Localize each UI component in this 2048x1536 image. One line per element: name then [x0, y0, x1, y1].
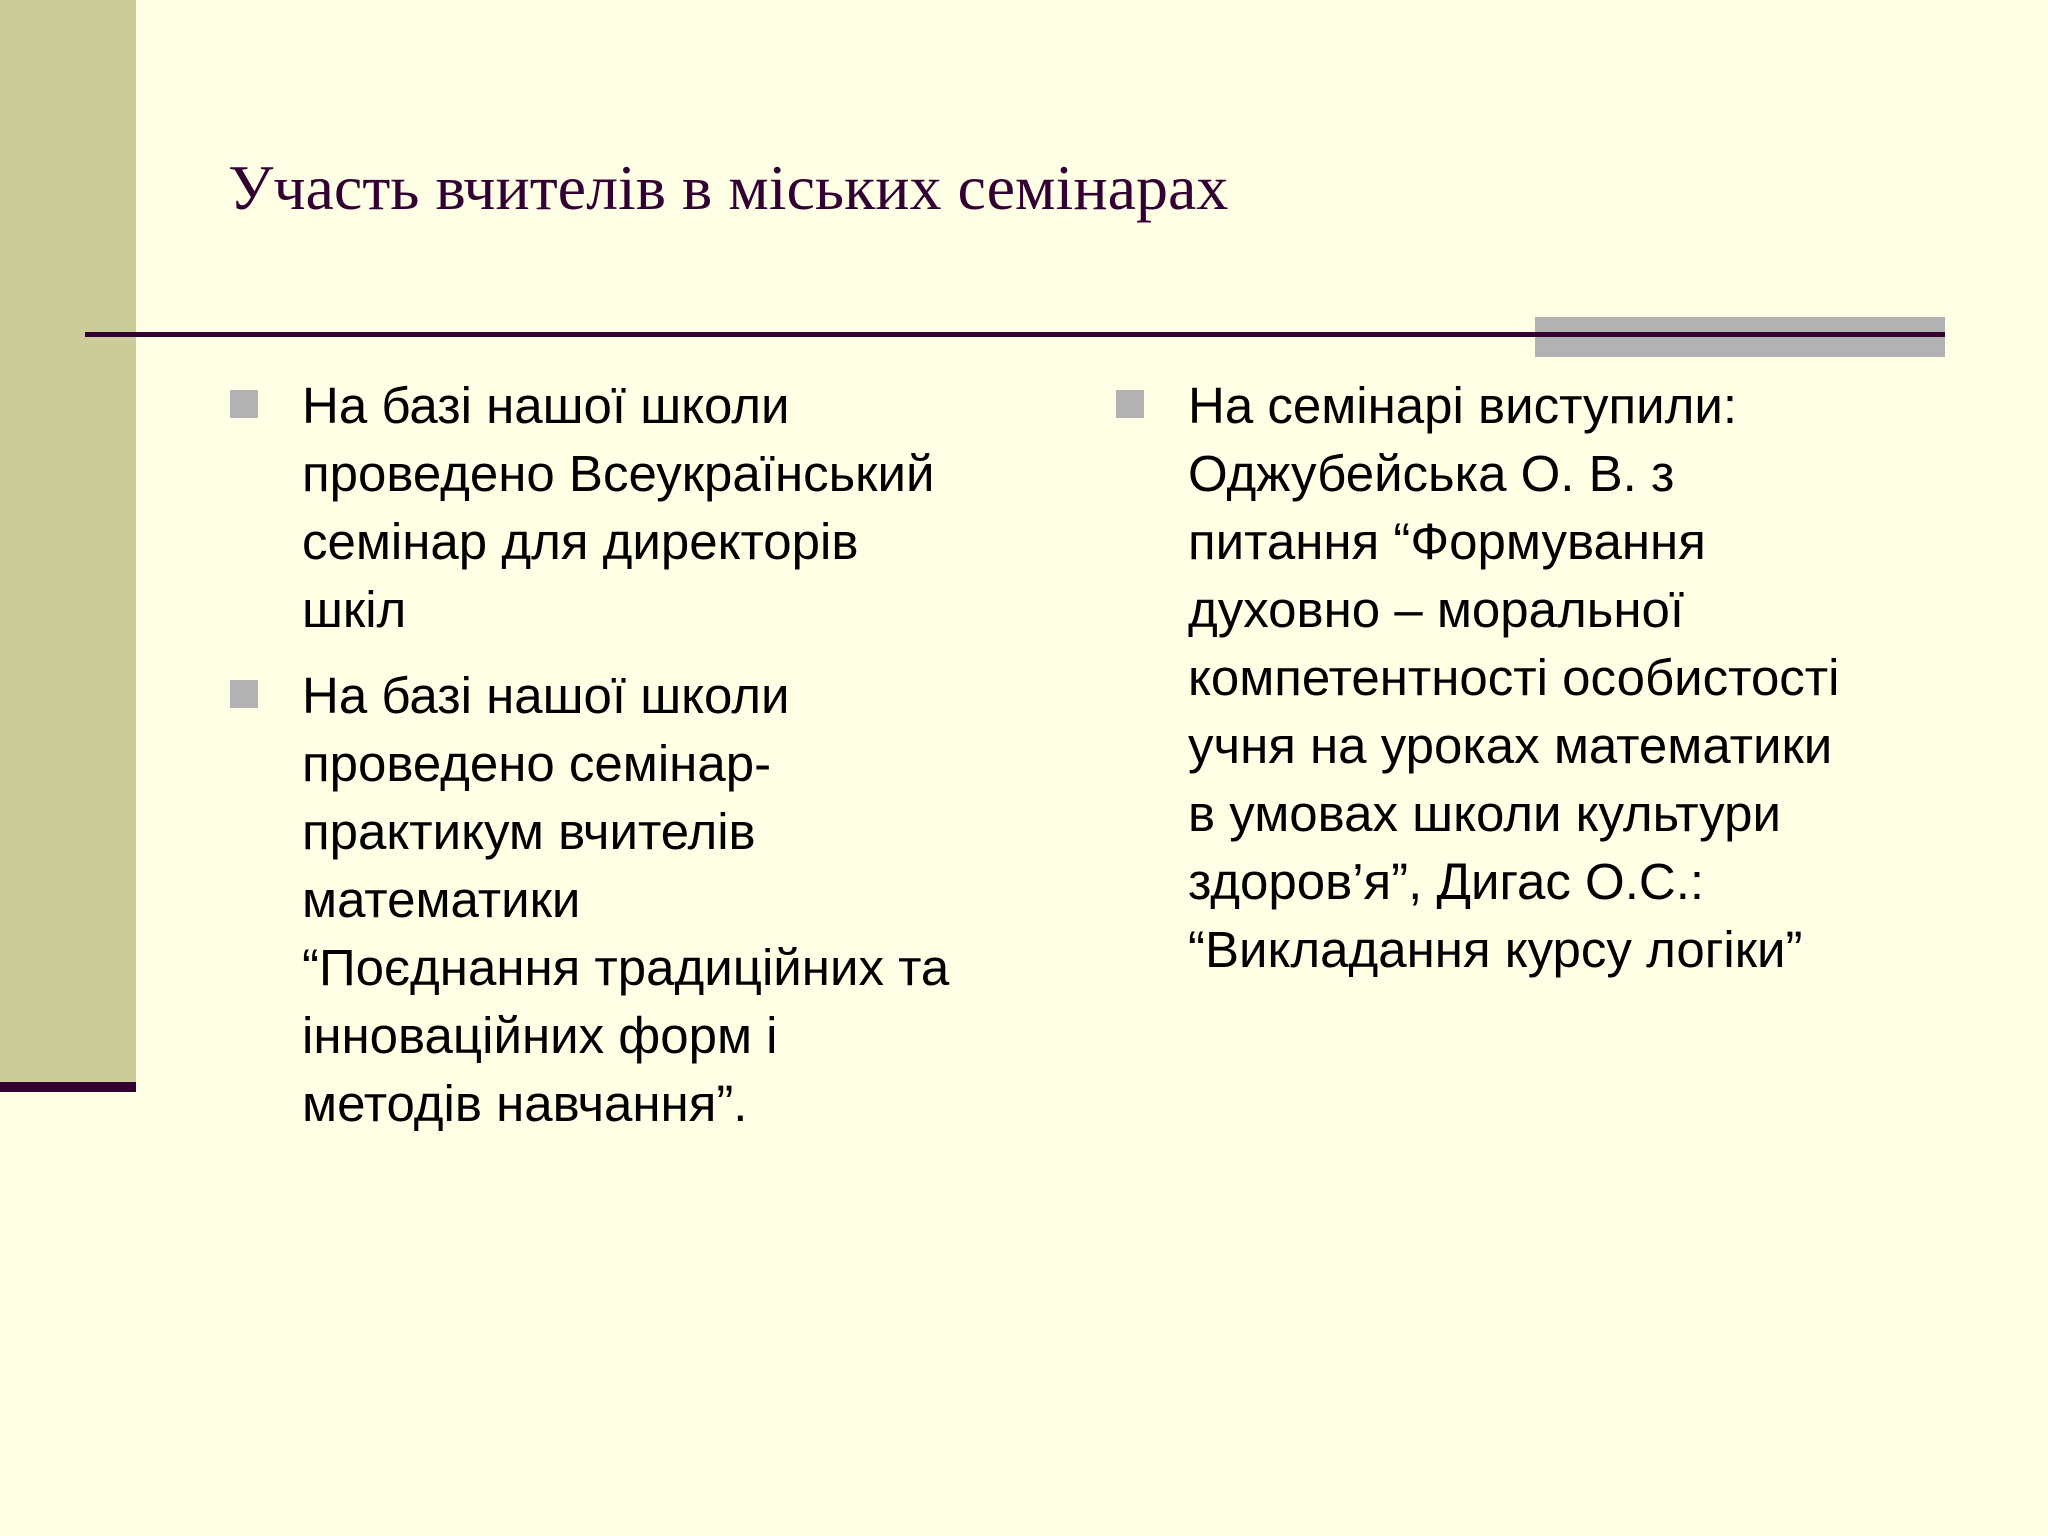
line: Оджубейська О. В. з	[1188, 445, 1675, 502]
bullet-item	[228, 372, 1048, 644]
line: семінар для директорів	[302, 513, 859, 570]
slide-title: Участь вчителів в міських семінарах	[228, 152, 1229, 223]
line: духовно – моральної	[1188, 581, 1685, 638]
line: “Поєднання традиційних та	[302, 939, 950, 996]
line: проведено Всеукраїнський	[302, 445, 935, 502]
bullet-item	[1114, 372, 1944, 984]
line: здоров’я”, Дигас О.С.:	[1188, 853, 1705, 910]
line: На семінарі виступили:	[1188, 377, 1738, 434]
line: компетентності особистості	[1188, 649, 1840, 706]
title-divider	[85, 332, 1945, 337]
square-bullet-icon	[230, 680, 258, 708]
line: питання “Формування	[1188, 513, 1706, 570]
line: На базі нашої школи	[302, 667, 790, 724]
line: практикум вчителів	[302, 803, 756, 860]
bullet-item	[228, 662, 1048, 1138]
line: в умовах школи культури	[1188, 785, 1781, 842]
line: “Викладання курсу логіки”	[1188, 921, 1803, 978]
line: На базі нашої школи	[302, 377, 790, 434]
left-bullet-list	[228, 372, 1048, 1156]
line: проведено семінар-	[302, 735, 772, 792]
line: учня на уроках математики	[1188, 717, 1833, 774]
side-decoration-bar	[0, 0, 136, 1082]
side-decoration-line	[0, 1082, 136, 1092]
right-bullet-list	[1114, 372, 1944, 1002]
line: методів навчання”.	[302, 1075, 748, 1132]
line: шкіл	[302, 581, 407, 638]
title-accent-bar	[1535, 317, 1945, 357]
line: математики	[302, 871, 581, 928]
square-bullet-icon	[1116, 390, 1144, 418]
line: інноваційних форм і	[302, 1007, 778, 1064]
square-bullet-icon	[230, 390, 258, 418]
